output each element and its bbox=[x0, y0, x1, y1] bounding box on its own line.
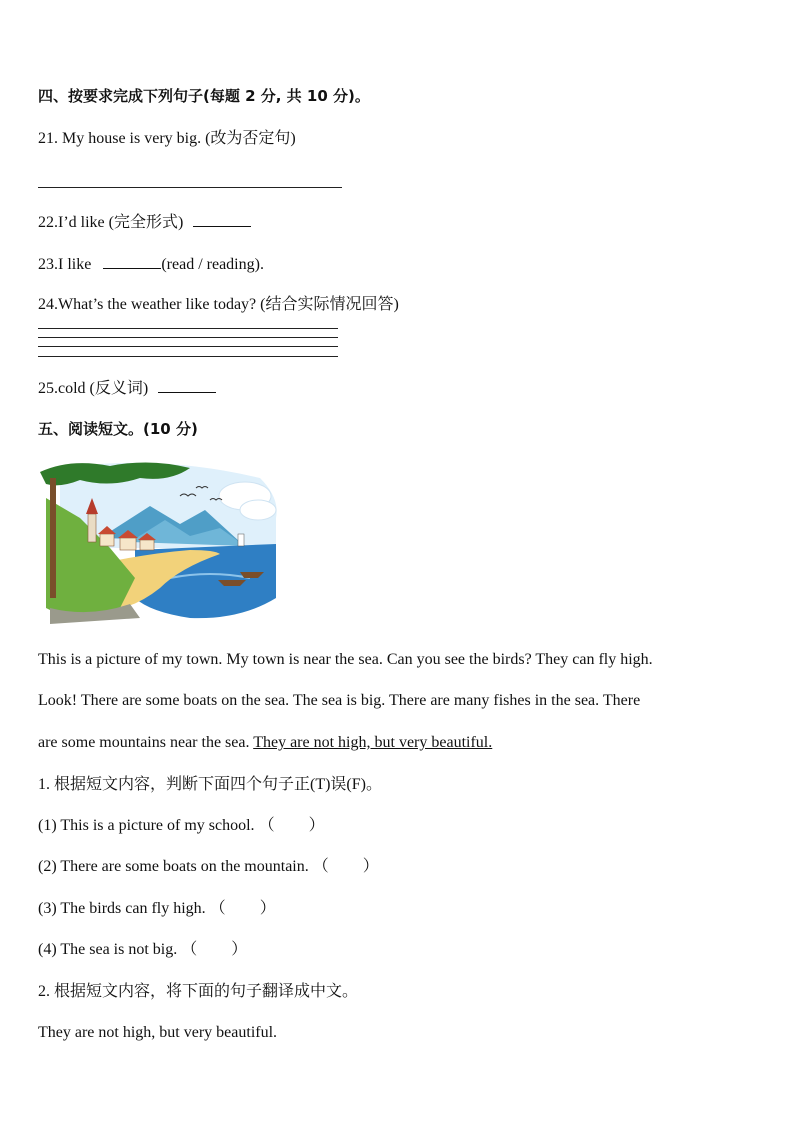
section5-heading: 五、阅读短文。(10 分) bbox=[38, 420, 198, 438]
answer-blank-23[interactable] bbox=[103, 254, 161, 269]
tf-item-3 bbox=[38, 899, 276, 919]
tf-answer-2[interactable]: （ ） bbox=[312, 858, 379, 875]
answer-line-24-b[interactable] bbox=[38, 337, 338, 338]
town-by-sea-illustration bbox=[40, 458, 278, 624]
underlined-sentence: They are not high, but very beautiful. bbox=[253, 734, 493, 751]
tf-item-4-text: (4) The sea is not big. bbox=[38, 941, 178, 958]
question-22: 22.I’d like (完全形式) bbox=[38, 214, 184, 231]
passage-line-1: This is a picture of my town. My town is near the sea. Can you see the birds? They can fly high. bbox=[38, 651, 653, 668]
answer-line-24-c[interactable] bbox=[38, 346, 338, 347]
question-23-row bbox=[38, 254, 264, 275]
question-23-prefix: 23.I like bbox=[38, 256, 92, 273]
answer-line-24-a[interactable] bbox=[38, 328, 338, 329]
question-24: 24.What’s the weather like today? (结合实际情况回答) bbox=[38, 296, 399, 313]
tf-answer-1[interactable]: （ ） bbox=[258, 817, 325, 834]
question-25-row bbox=[38, 378, 216, 399]
tf-answer-3[interactable]: （ ） bbox=[209, 900, 276, 917]
answer-line-21[interactable] bbox=[38, 187, 342, 188]
tf-item-2-text: (2) There are some boats on the mountain. bbox=[38, 858, 309, 875]
question-23-suffix: (read / reading). bbox=[161, 256, 264, 273]
answer-blank-25[interactable] bbox=[158, 378, 216, 393]
answer-line-24-d[interactable] bbox=[38, 356, 338, 357]
section4-heading: 四、按要求完成下列句子(每题 2 分, 共 10 分)。 bbox=[38, 87, 370, 105]
translate-sentence: They are not high, but very beautiful. bbox=[38, 1024, 278, 1041]
tf-item-1 bbox=[38, 816, 325, 836]
task-2-instruction: 2. 根据短文内容，将下面的句子翻译成中文。 bbox=[38, 983, 359, 1000]
tf-answer-4[interactable]: （ ） bbox=[181, 941, 248, 958]
question-22-row bbox=[38, 212, 251, 233]
passage-line-2: Look! There are some boats on the sea. The sea is big. There are many fishes in the sea. There bbox=[38, 692, 641, 709]
tf-item-1-text: (1) This is a picture of my school. bbox=[38, 817, 255, 834]
answer-blank-22[interactable] bbox=[193, 212, 251, 227]
tf-item-3-text: (3) The birds can fly high. bbox=[38, 900, 206, 917]
question-21: 21. My house is very big. (改为否定句) bbox=[38, 130, 296, 147]
task-1-instruction: 1. 根据短文内容，判断下面四个句子正(T)误(F)。 bbox=[38, 776, 382, 793]
tf-item-4 bbox=[38, 940, 247, 960]
passage-line-3-text: are some mountains near the sea. bbox=[38, 734, 250, 751]
tf-item-2 bbox=[38, 857, 379, 877]
question-25: 25.cold (反义词) bbox=[38, 380, 149, 397]
passage-line-3 bbox=[38, 733, 492, 753]
